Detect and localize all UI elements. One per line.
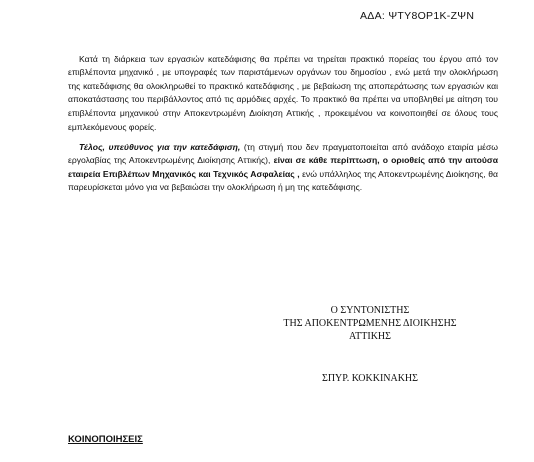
signature-title-line2: ΤΗΣ ΑΠΟΚΕΝΤΡΩΜΕΝΗΣ ΔΙΟΙΚΗΣΗΣ bbox=[283, 318, 457, 329]
signature-title-line3: ΑΤΤΙΚΗΣ bbox=[349, 331, 391, 342]
responsibility-lead: Τέλος, υπεύθυνος για την κατεδάφιση, bbox=[79, 141, 241, 152]
responsibility-employee: ενώ υπάλληλος της Αποκεντρωμένης Διοίκησης, θα παρευρίσκεται μόνο για να βεβαιώσει την ολοκλήρωση ή μη της κατεδάφισης. bbox=[68, 168, 498, 193]
ada-code: ΑΔΑ: ΨΤΥ8ΟΡ1Κ-ΖΨΝ bbox=[360, 10, 475, 22]
responsibility-engineer: είναι σε κάθε περίπτωση, ο οριοθείς από την αιτούσα εταιρεία Επιβλέπων Μηχανικός και Τεχνικός Ασφαλείας , bbox=[68, 155, 498, 179]
koinopoiiseis-heading: ΚΟΙΝΟΠΟΙΗΣΕΙΣ bbox=[68, 434, 143, 445]
signature-title-line1: Ο ΣΥΝΤΟΝΙΣΤΗΣ bbox=[330, 305, 410, 316]
responsibility-condition: (τη στιγμή που δεν πραγματοποιείται από ανάδοχο εταιρία μέσω εργολαβίας της Αποκεντρωμένης Διοίκησης Αττικής), bbox=[68, 141, 498, 166]
paragraph-demolition-record: Κατά τη διάρκεια των εργασιών κατεδάφισης θα πρέπει να τηρείται πρακτικό πορείας του έργου από τον επιβλέποντα μηχανικό , με υπογραφές των παριστάμενων οργάνων του δημοσίου , ενώ μετά την ολοκλήρωση της κατεδάφισης θα ολοκληρωθεί το πρακτικό κατεδάφισης , με βεβαίωση της αποπεράτωσης των εργασιών και αποκατάστασης του περιβάλλοντος από τις αρμόδιες αρχές. Το πρακτικό θα πρέπει να υποβληθεί με αίτηση του επιβλέποντα μηχανικού στην Αποκεντρωμένη Διοίκηση Αττικής , προκειμένου να κοινοποιηθεί σε όλους τους εμπλεκόμενους φορείς. bbox=[68, 53, 498, 132]
signatory-name: ΣΠΥΡ. ΚΟΚΚΙΝΑΚΗΣ bbox=[322, 373, 418, 384]
paragraph-responsibility bbox=[68, 141, 498, 195]
